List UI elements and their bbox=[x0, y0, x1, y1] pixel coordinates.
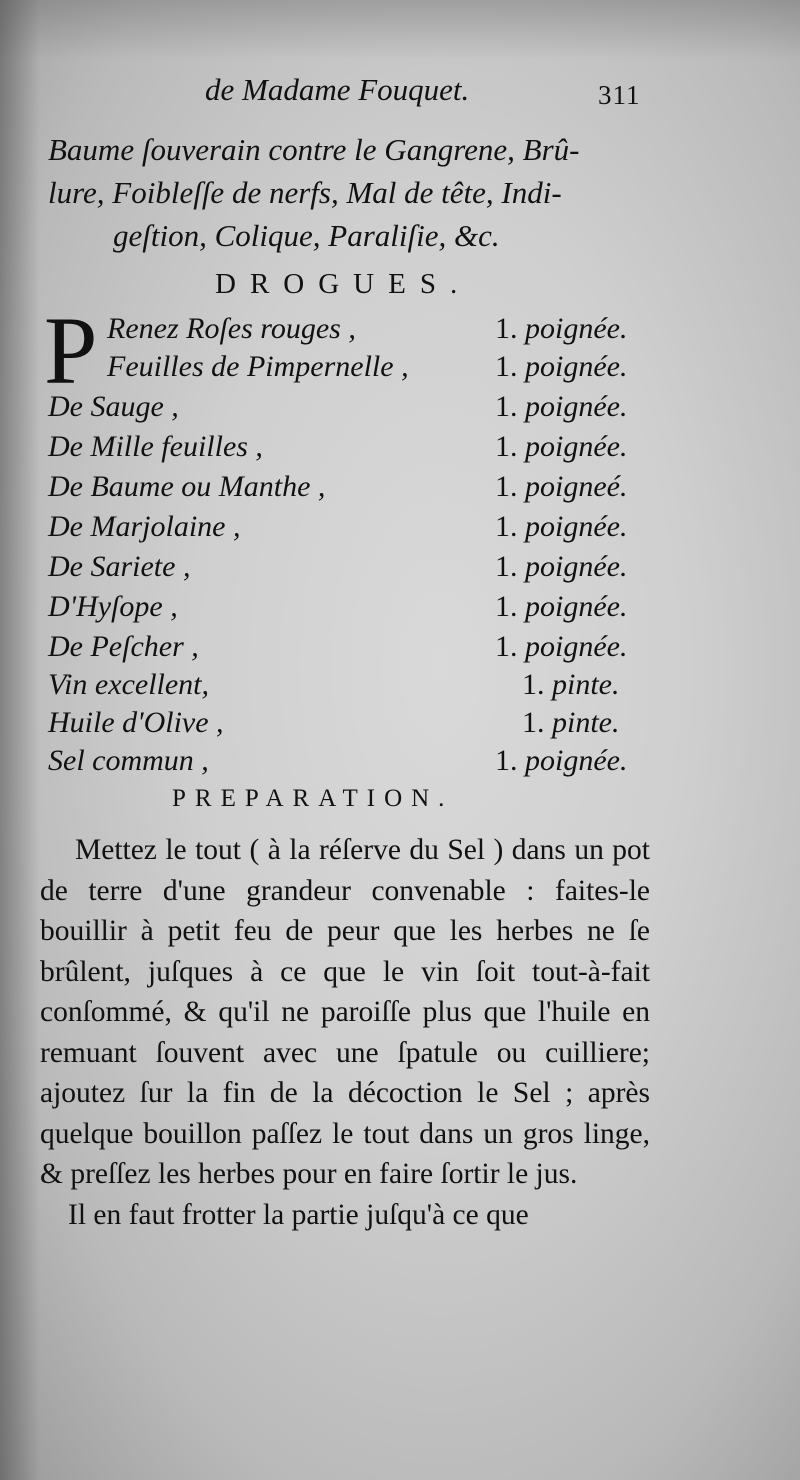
quantity-unit: poignée. bbox=[525, 510, 628, 543]
quantity-number: 1. bbox=[495, 470, 518, 503]
drop-cap: P bbox=[44, 297, 98, 404]
recipe-title-line-1: Baume ſouverain contre le Gangrene, Brû- bbox=[48, 132, 580, 167]
quantity-number: 1. bbox=[522, 706, 545, 739]
preparation-heading: PREPARATION. bbox=[172, 785, 454, 812]
quantity-unit: poignée. bbox=[525, 350, 628, 383]
quantity-number: 1. bbox=[495, 390, 518, 423]
ingredient-quantity bbox=[495, 470, 627, 504]
quantity-number: 1. bbox=[495, 744, 518, 777]
ingredient-quantity bbox=[522, 668, 620, 702]
ingredient-name: De Marjolaine , bbox=[48, 510, 241, 543]
quantity-unit: pinte. bbox=[552, 706, 620, 739]
page-number: 311 bbox=[598, 80, 641, 110]
quantity-unit: poignée. bbox=[525, 390, 628, 423]
ingredient-name: Sel commun , bbox=[48, 744, 209, 777]
ingredient-quantity bbox=[495, 744, 627, 778]
ingredient-quantity bbox=[495, 312, 627, 346]
ingredient-name: De Sauge , bbox=[48, 390, 179, 423]
preparation-text bbox=[40, 830, 650, 1235]
ingredient-quantity bbox=[522, 706, 620, 740]
quantity-unit: pinte. bbox=[552, 668, 620, 701]
preparation-paragraph-2: Il en faut frotter la partie juſqu'à ce que bbox=[68, 1198, 529, 1231]
ingredient-name: D'Hyſope , bbox=[48, 590, 178, 623]
ingredient-quantity bbox=[495, 390, 627, 424]
recipe-title-line-2: lure, Foibleſſe de nerfs, Mal de tête, Indi- bbox=[48, 175, 562, 210]
drogues-heading: DROGUES. bbox=[215, 268, 472, 300]
quantity-unit: poignée. bbox=[525, 590, 628, 623]
quantity-number: 1. bbox=[495, 350, 518, 383]
quantity-number: 1. bbox=[495, 630, 518, 663]
quantity-unit: poignée. bbox=[525, 550, 628, 583]
ingredient-quantity bbox=[495, 590, 627, 624]
ingredient-quantity bbox=[495, 430, 627, 464]
ingredient-name: De Mille feuilles , bbox=[48, 430, 263, 463]
recipe-title-line-3: geſtion, Colique, Paraliſie, &c. bbox=[113, 218, 500, 253]
ingredient-name: De Baume ou Manthe , bbox=[48, 470, 326, 503]
ingredient-name: Vin excellent, bbox=[48, 668, 210, 701]
ingredient-name: Renez Roſes rouges , bbox=[107, 312, 356, 345]
ingredient-name: De Peſcher , bbox=[48, 630, 199, 663]
ingredient-name: Huile d'Olive , bbox=[48, 706, 224, 739]
quantity-number: 1. bbox=[495, 312, 518, 345]
quantity-unit: poignée. bbox=[525, 312, 628, 345]
ingredient-name: De Sariete , bbox=[48, 550, 191, 583]
quantity-unit: poignée. bbox=[525, 430, 628, 463]
quantity-unit: poigneé. bbox=[525, 470, 628, 503]
ingredient-quantity bbox=[495, 630, 627, 664]
quantity-number: 1. bbox=[495, 590, 518, 623]
quantity-number: 1. bbox=[495, 550, 518, 583]
quantity-unit: poignée. bbox=[525, 630, 628, 663]
preparation-paragraph-1: Mettez le tout ( à la réſerve du Sel ) dans un pot de terre d'une grandeur convenable : faites-le bouillir à petit feu de peur que les herbes ne ſe brûlent, juſques à ce que le vin ſoit tout-à-fait conſommé, & qu'il ne paroiſſe plus que l'huile en remuant ſouvent avec une ſpatule ou cuilliere; ajoutez ſur la fin de la décoction le Sel ; après quelque bouillon paſſez le tout dans un gros linge, & preſſez les herbes pour en faire ſortir le jus. bbox=[40, 834, 650, 1190]
quantity-number: 1. bbox=[522, 668, 545, 701]
ingredient-quantity bbox=[495, 550, 627, 584]
quantity-number: 1. bbox=[495, 430, 518, 463]
ingredient-quantity bbox=[495, 350, 627, 384]
running-title: de Madame Fouquet. bbox=[205, 72, 470, 107]
ingredient-name: Feuilles de Pimpernelle , bbox=[107, 350, 409, 383]
ingredient-quantity bbox=[495, 510, 627, 544]
quantity-unit: poignée. bbox=[525, 744, 628, 777]
quantity-number: 1. bbox=[495, 510, 518, 543]
